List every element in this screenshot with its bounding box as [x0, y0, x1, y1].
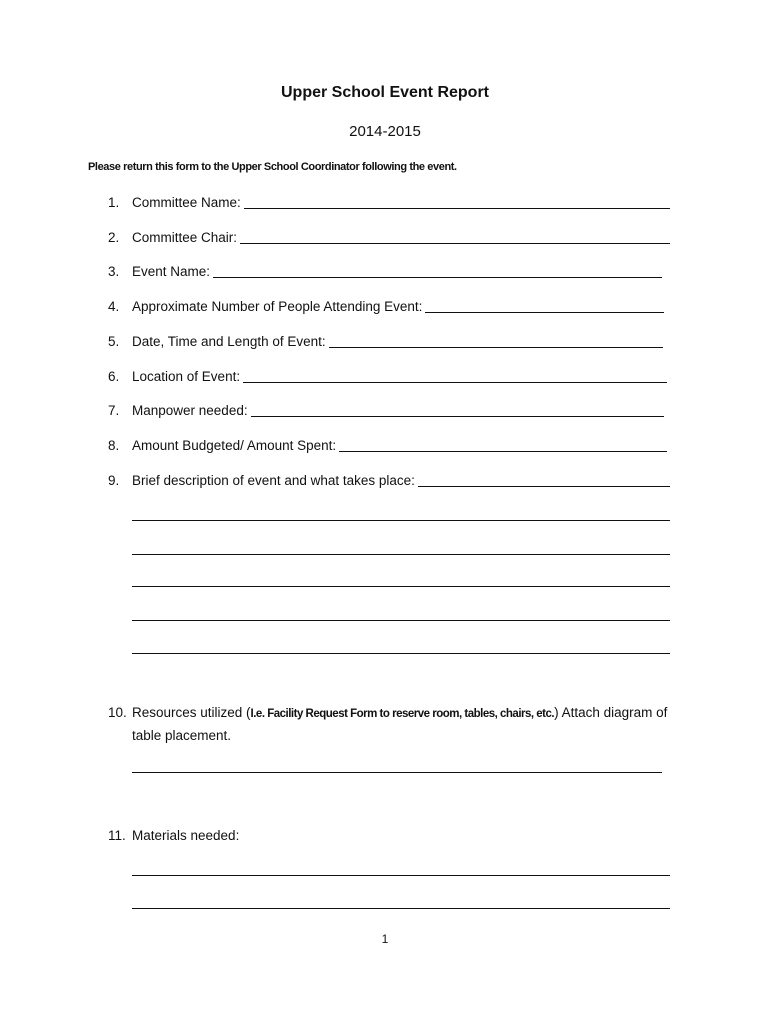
budget-input-line[interactable] — [339, 437, 667, 452]
location-input-line[interactable] — [243, 368, 667, 383]
committee-name-input-line[interactable] — [244, 194, 670, 209]
attendance-input-line[interactable] — [425, 298, 664, 313]
materials-input-line[interactable] — [132, 875, 670, 876]
item-number: 7. — [108, 403, 120, 418]
field-label: Brief description of event and what takes place: — [132, 473, 415, 488]
resources-label-bold: I.e. Facility Request Form to reserve room, tables, chairs, etc. — [250, 708, 555, 720]
field-resources — [108, 702, 668, 747]
page-title: Upper School Event Report — [280, 84, 490, 101]
description-input-line[interactable] — [418, 472, 670, 487]
resources-label-prefix: Resources utilized ( — [132, 705, 251, 720]
description-line[interactable] — [132, 520, 670, 521]
field-label: Approximate Number of People Attending Event: — [132, 299, 423, 314]
field-location — [108, 368, 667, 386]
instruction-text: Please return this form to the Upper School Coordinator following the event. — [88, 161, 457, 173]
field-label: Materials needed: — [132, 828, 240, 843]
description-line[interactable] — [132, 554, 670, 555]
school-year: 2014-2015 — [349, 123, 421, 140]
resources-input-line[interactable] — [132, 772, 662, 773]
item-number: 3. — [108, 264, 120, 279]
description-line[interactable] — [132, 586, 670, 587]
field-budget — [108, 437, 667, 455]
page-number: 1 — [381, 932, 389, 946]
item-number: 1. — [108, 195, 120, 210]
field-label: Location of Event: — [132, 369, 241, 384]
item-number: 10. — [108, 705, 127, 720]
field-label: Committee Chair: — [132, 230, 238, 245]
description-line[interactable] — [132, 620, 670, 621]
committee-chair-input-line[interactable] — [240, 229, 670, 244]
item-number: 9. — [108, 473, 120, 488]
manpower-input-line[interactable] — [251, 402, 664, 417]
field-committee-name — [108, 194, 670, 212]
field-label: Date, Time and Length of Event: — [132, 334, 326, 349]
field-description — [108, 472, 670, 490]
field-date-time-length — [108, 333, 663, 351]
resources-label-suffix: ) Attach diagram of — [554, 705, 668, 720]
event-name-input-line[interactable] — [213, 263, 662, 278]
field-label: Committee Name: — [132, 195, 241, 210]
item-number: 5. — [108, 334, 120, 349]
field-label: Amount Budgeted/ Amount Spent: — [132, 438, 337, 453]
item-number: 4. — [108, 299, 120, 314]
item-number: 11. — [108, 828, 126, 843]
field-label: Manpower needed: — [132, 403, 248, 418]
date-time-length-input-line[interactable] — [329, 333, 663, 348]
description-line[interactable] — [132, 653, 670, 654]
resources-label-row — [108, 702, 668, 725]
field-committee-chair — [108, 229, 670, 247]
field-materials — [108, 827, 239, 845]
field-event-name — [108, 263, 662, 281]
item-number: 2. — [108, 230, 120, 245]
materials-input-line[interactable] — [132, 908, 670, 909]
field-attendance — [108, 298, 664, 316]
item-number: 8. — [108, 438, 120, 453]
resources-label-line2: table placement. — [132, 728, 232, 743]
field-manpower — [108, 402, 664, 420]
field-label: Event Name: — [132, 264, 211, 279]
item-number: 6. — [108, 369, 120, 384]
